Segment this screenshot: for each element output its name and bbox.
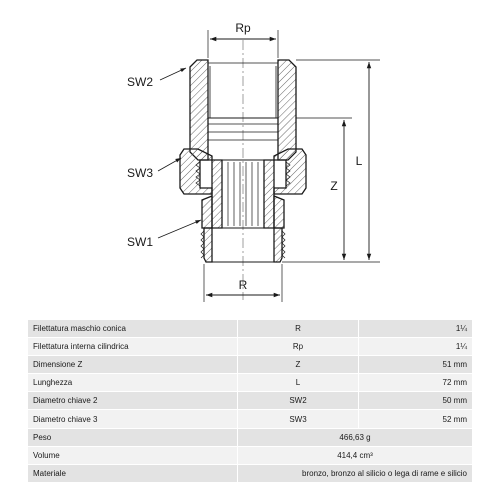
spec-row: [28, 446, 472, 464]
sw2-label: SW2: [127, 75, 154, 89]
l-label: L: [355, 154, 363, 168]
spec-label: Dimensione Z: [28, 356, 238, 374]
spec-label: Peso: [28, 428, 238, 446]
spec-row: [28, 464, 472, 482]
spec-label: Diametro chiave 3: [28, 410, 238, 428]
spec-label: Filettatura interna cilindrica: [28, 338, 238, 356]
sw3-leader: [158, 158, 181, 171]
sw3-label: SW3: [127, 166, 154, 180]
sw1-leader: [158, 220, 201, 238]
spec-value: 52 mm: [359, 410, 473, 428]
spec-symbol: Rp: [238, 338, 359, 356]
spec-label: Materiale: [28, 464, 238, 482]
spec-value: 51 mm: [359, 356, 473, 374]
sw1-label: SW1: [127, 235, 154, 249]
spec-value: 1¼: [359, 338, 473, 356]
spec-value: 72 mm: [359, 374, 473, 392]
spec-row: [28, 320, 472, 338]
spec-row: [28, 374, 472, 392]
spec-symbol: SW2: [238, 392, 359, 410]
spec-merged-value: 466,63 g: [238, 428, 473, 446]
spec-symbol: R: [238, 320, 359, 338]
spec-merged-value: bronzo, bronzo al silicio o lega di rame e silicio: [238, 464, 473, 482]
rp-label: Rp: [235, 21, 251, 35]
spec-row: [28, 428, 472, 446]
specification-table: [28, 319, 472, 482]
spec-value: 50 mm: [359, 392, 473, 410]
r-label: R: [238, 278, 248, 292]
spec-value: 1¼: [359, 320, 473, 338]
spec-label: Filettatura maschio conica: [28, 320, 238, 338]
spec-row: [28, 338, 472, 356]
spec-row: [28, 410, 472, 428]
spec-row: [28, 392, 472, 410]
spec-label: Volume: [28, 446, 238, 464]
spec-symbol: Z: [238, 356, 359, 374]
spec-label: Lunghezza: [28, 374, 238, 392]
spec-merged-value: 414,4 cm³: [238, 446, 473, 464]
spec-symbol: SW3: [238, 410, 359, 428]
spec-label: Diametro chiave 2: [28, 392, 238, 410]
z-label: Z: [330, 179, 338, 193]
spec-symbol: L: [238, 374, 359, 392]
spec-row: [28, 356, 472, 374]
sw2-leader: [160, 68, 186, 80]
